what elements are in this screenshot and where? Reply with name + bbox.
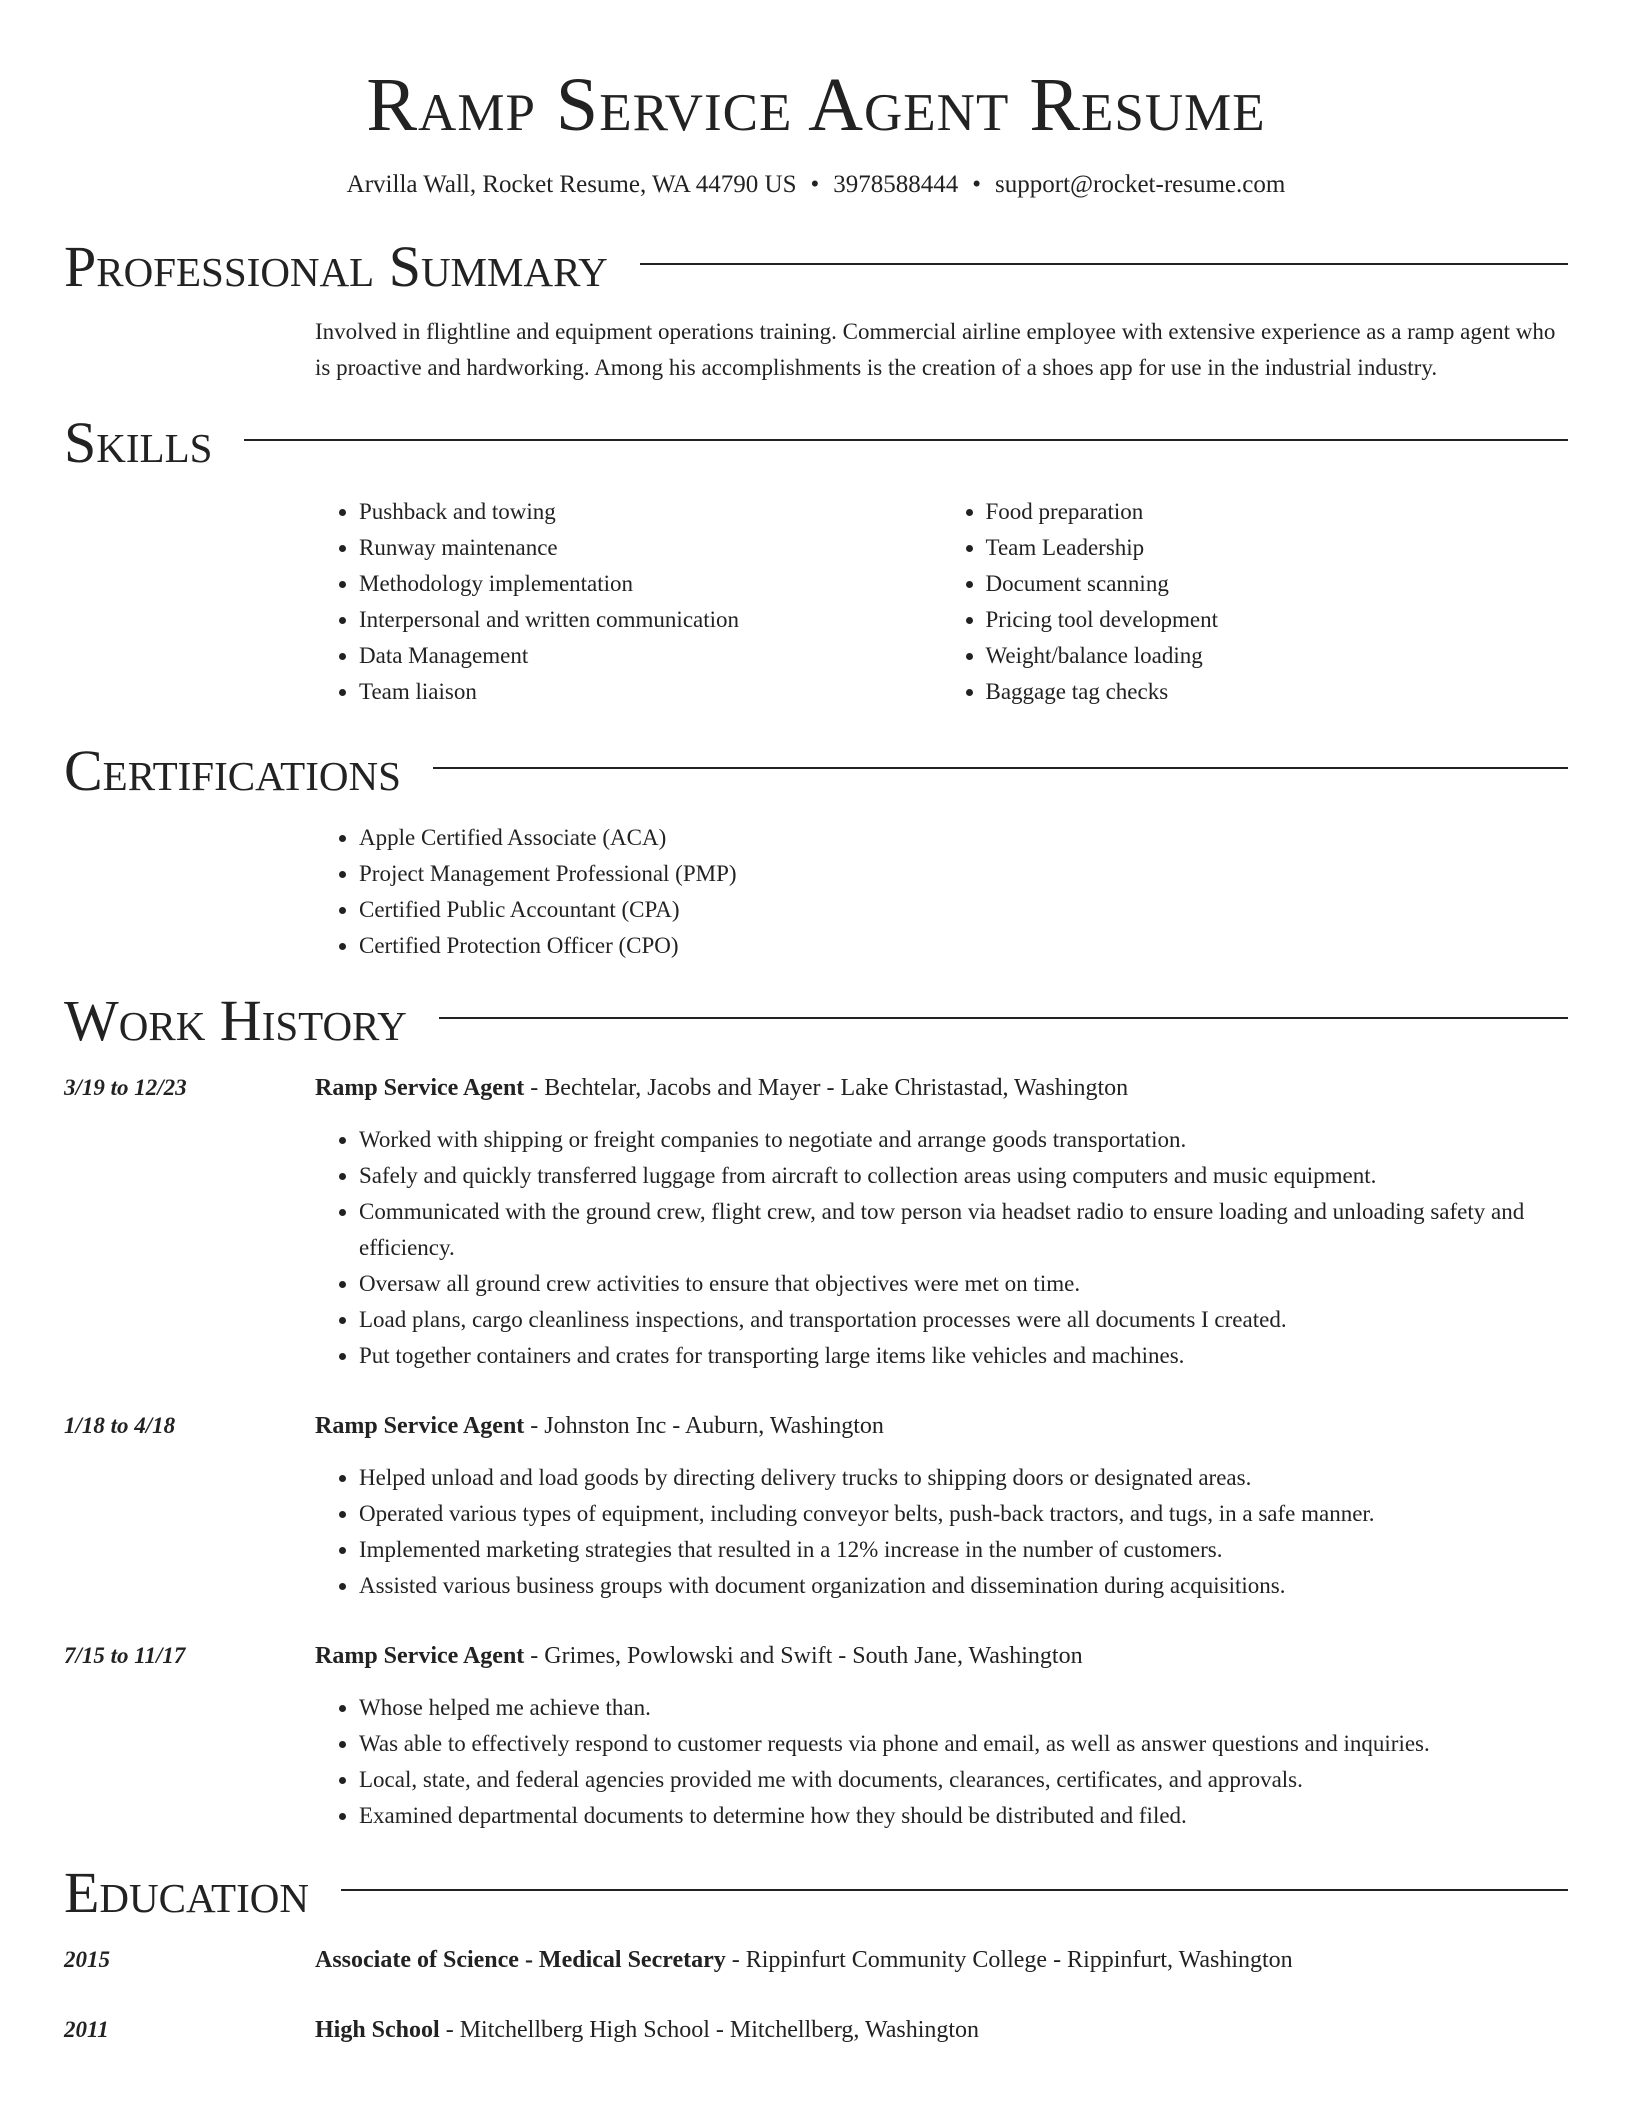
contact-phone: 3978588444 <box>833 171 959 198</box>
job-date: 7/15 to 11/17 <box>64 1643 186 1668</box>
contact-line <box>64 168 1568 202</box>
certifications-list <box>315 820 1568 964</box>
skill-item: • Weight/balance loading <box>986 638 1569 674</box>
certification-item: • Certified Protection Officer (CPO) <box>359 928 1568 964</box>
job-bullet: • Operated various types of equipment, including conveyor belts, push-back tractors, and tugs, in a safe manner. <box>359 1496 1568 1532</box>
skill-item: • Document scanning <box>986 566 1569 602</box>
job-bullet: • Helped unload and load goods by directing delivery trucks to shipping doors or designated areas. <box>359 1460 1568 1496</box>
job-bullet: • Put together containers and crates for transporting large items like vehicles and machines. <box>359 1338 1568 1374</box>
work-section-header <box>64 986 1568 1056</box>
education-date: 2015 <box>64 1947 110 1972</box>
skill-item: • Interpersonal and written communication <box>359 602 942 638</box>
job-employer: - Grimes, Powlowski and Swift - South Jane, Washington <box>524 1643 1083 1669</box>
job-bullet: • Implemented marketing strategies that resulted in a 12% increase in the number of customers. <box>359 1532 1568 1568</box>
job-headline <box>315 1070 1568 1106</box>
section-divider <box>640 263 1568 265</box>
job-headline <box>315 1638 1568 1674</box>
section-divider <box>433 767 1568 769</box>
job-bullet: • Oversaw all ground crew activities to ensure that objectives were met on time. <box>359 1266 1568 1302</box>
job-bullet: • Examined departmental documents to determine how they should be distributed and filed. <box>359 1798 1568 1834</box>
job-bullets <box>315 1460 1568 1604</box>
job-employer: - Johnston Inc - Auburn, Washington <box>524 1413 884 1439</box>
skill-item: • Pushback and towing <box>359 494 942 530</box>
skills-column-left <box>315 494 942 710</box>
section-divider <box>341 1889 1568 1891</box>
job-headline <box>315 1408 1568 1444</box>
contact-separator: • <box>810 171 820 198</box>
certification-item: • Apple Certified Associate (ACA) <box>359 820 1568 856</box>
section-divider <box>439 1017 1568 1019</box>
skills-section-header <box>64 408 1568 478</box>
contact-email: support@rocket-resume.com <box>995 171 1286 198</box>
certifications-heading: Certifications <box>64 738 401 803</box>
skill-item: • Data Management <box>359 638 942 674</box>
education-headline <box>315 1942 1568 1978</box>
education-school: - Rippinfurt Community College - Rippinfurt, Washington <box>725 1947 1293 1973</box>
certification-item: • Project Management Professional (PMP) <box>359 856 1568 892</box>
job-title: Ramp Service Agent <box>315 1413 525 1439</box>
skill-item: • Team liaison <box>359 674 942 710</box>
education-heading: Education <box>64 1860 309 1925</box>
section-divider <box>244 439 1568 441</box>
skills-list <box>315 494 1568 710</box>
job-bullet: • Safely and quickly transferred luggage from aircraft to collection areas using computers and music equipment. <box>359 1158 1568 1194</box>
contact-separator: • <box>972 171 982 198</box>
summary-heading: Professional Summary <box>64 234 608 299</box>
job-date: 1/18 to 4/18 <box>64 1413 176 1438</box>
education-entry <box>64 2012 1568 2048</box>
resume-page <box>64 0 1568 2048</box>
education-section-header <box>64 1858 1568 1928</box>
job-bullets <box>315 1690 1568 1834</box>
skill-item: • Food preparation <box>986 494 1569 530</box>
education-degree: High School <box>315 2017 440 2043</box>
education-degree: Associate of Science - Medical Secretary <box>315 1947 726 1973</box>
job-bullet: • Load plans, cargo cleanliness inspections, and transportation processes were all documents I created. <box>359 1302 1568 1338</box>
summary-text: Involved in flightline and equipment operations training. Commercial airline employee with extensive experience as a ramp agent who is proactive and hardworking. Among his accomplishments is the creation of a shoes app for use in the industrial industry. <box>315 319 1556 380</box>
job-bullet: • Local, state, and federal agencies provided me with documents, clearances, certificates, and approvals. <box>359 1762 1568 1798</box>
job-bullet: • Was able to effectively respond to customer requests via phone and email, as well as answer questions and inquiries. <box>359 1726 1568 1762</box>
job-bullet: • Assisted various business groups with document organization and dissemination during acquisitions. <box>359 1568 1568 1604</box>
skill-item: • Methodology implementation <box>359 566 942 602</box>
education-date: 2011 <box>64 2017 109 2042</box>
certifications-section-header <box>64 736 1568 806</box>
skills-heading: Skills <box>64 410 213 475</box>
job-bullets <box>315 1122 1568 1374</box>
job-bullet: • Communicated with the ground crew, flight crew, and tow person via headset radio to ensure loading and unloading safety and efficiency. <box>359 1194 1568 1266</box>
resume-title: Ramp Service Agent Resume <box>366 63 1266 147</box>
education-headline <box>315 2012 1568 2048</box>
job-entry <box>64 1638 1568 1834</box>
skill-item: • Baggage tag checks <box>986 674 1569 710</box>
job-title: Ramp Service Agent <box>315 1643 525 1669</box>
contact-address: Arvilla Wall, Rocket Resume, WA 44790 US <box>346 171 797 198</box>
summary-section-header <box>64 232 1568 302</box>
job-entry <box>64 1070 1568 1374</box>
job-bullet: • Worked with shipping or freight companies to negotiate and arrange goods transportation. <box>359 1122 1568 1158</box>
job-date: 3/19 to 12/23 <box>64 1075 187 1100</box>
skills-column-right <box>942 494 1569 710</box>
skill-item: • Pricing tool development <box>986 602 1569 638</box>
job-entry <box>64 1408 1568 1604</box>
skill-item: • Team Leadership <box>986 530 1569 566</box>
education-entry <box>64 1942 1568 1978</box>
job-bullet: • Whose helped me achieve than. <box>359 1690 1568 1726</box>
job-employer: - Bechtelar, Jacobs and Mayer - Lake Christastad, Washington <box>524 1075 1129 1101</box>
job-title: Ramp Service Agent <box>315 1075 525 1101</box>
education-school: - Mitchellberg High School - Mitchellberg, Washington <box>439 2017 980 2043</box>
certification-item: • Certified Public Accountant (CPA) <box>359 892 1568 928</box>
work-heading: Work History <box>64 988 407 1053</box>
skill-item: • Runway maintenance <box>359 530 942 566</box>
